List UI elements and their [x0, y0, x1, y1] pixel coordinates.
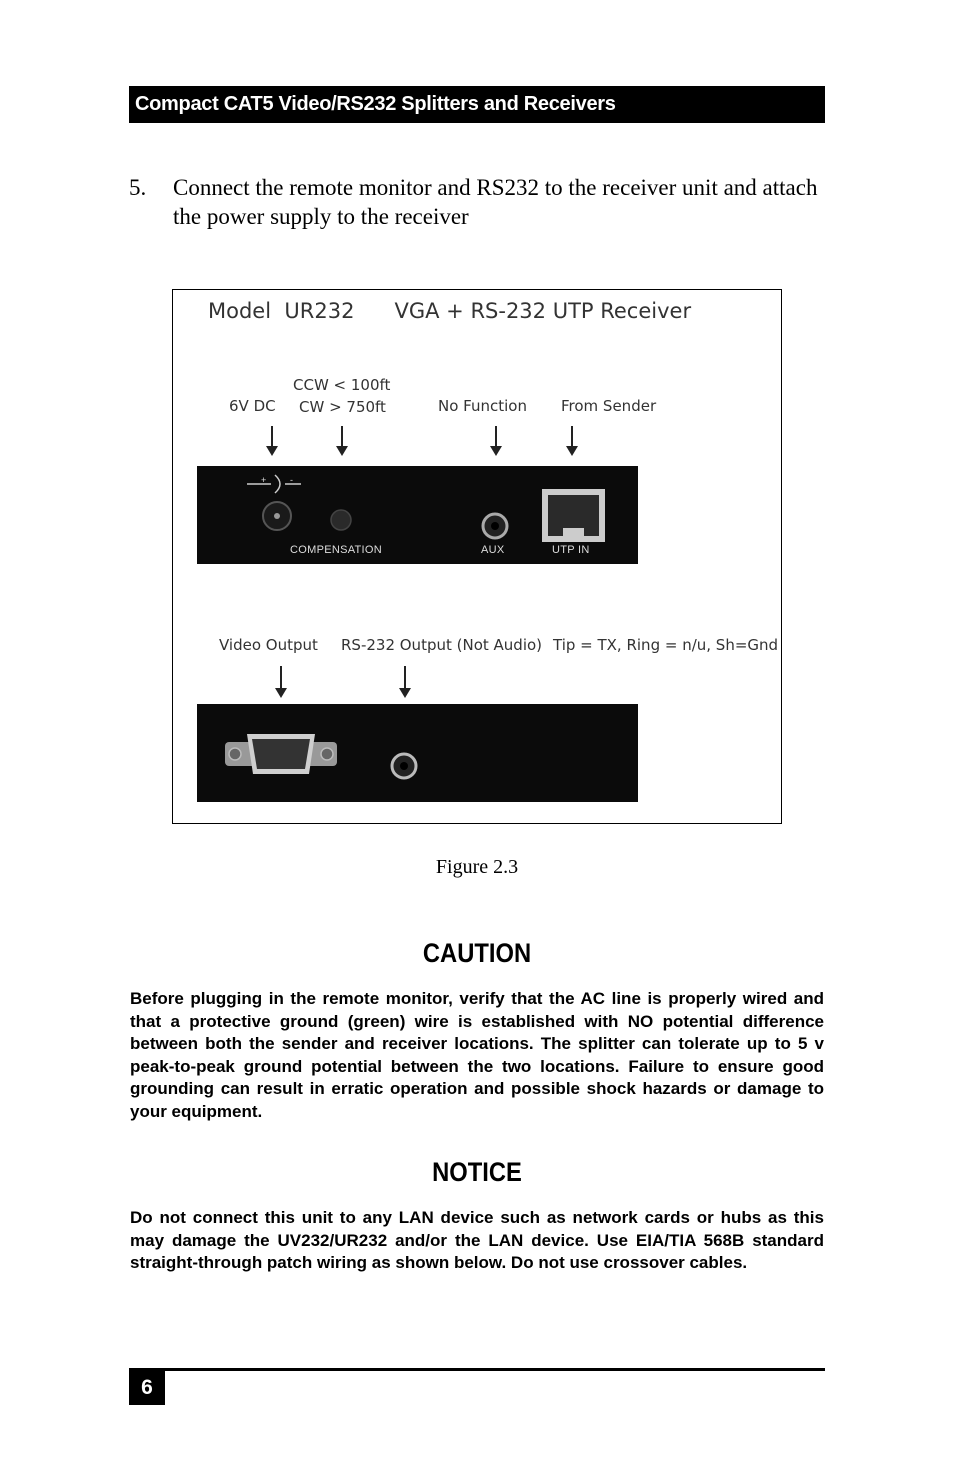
arrow-utp — [571, 426, 573, 448]
arrow-dc — [271, 426, 273, 448]
step-text: Connect the remote monitor and RS232 to the receiver unit and attach the power supply to the receiver — [173, 175, 818, 229]
arrow-rs232 — [404, 666, 406, 690]
arrow-compensation — [341, 426, 343, 448]
receiver-diagram — [172, 289, 782, 824]
receiver-front-panel — [197, 466, 638, 564]
figure-caption: Figure 2.3 — [435, 856, 519, 878]
page-number: 6 — [129, 1371, 165, 1405]
footer-rule — [129, 1368, 825, 1371]
caution-heading: CAUTION — [422, 938, 532, 968]
label-6v-dc: 6V DC — [229, 397, 276, 415]
compensation-label: COMPENSATION — [290, 544, 383, 556]
page-header: Compact CAT5 Video/RS232 Splitters and Receivers — [129, 86, 825, 123]
polarity-plus: + — [261, 475, 267, 485]
arrow-video — [280, 666, 282, 690]
label-cw: CW > 750ft — [299, 398, 386, 416]
label-no-function: No Function — [438, 397, 527, 415]
receiver-rear-panel — [197, 704, 638, 802]
label-rs232-output: RS-232 Output (Not Audio) — [341, 636, 543, 654]
arrow-aux — [495, 426, 497, 448]
caution-text: Before plugging in the remote monitor, verify that the AC line is properly wired and that a protective ground (green) wire is established with NO potential difference between both the sender and receiver locations. The splitter can tolerate up to 5 v peak-to-peak ground potential between the two locations. Failure to ensure good grounding can result in erratic operation and possible shock hazards or damage to your equipment. — [130, 989, 824, 1121]
figure-title: Model UR232 VGA + RS-232 UTP Receiver — [208, 299, 692, 323]
utp-in-label: UTP IN — [552, 544, 590, 556]
aux-label: AUX — [481, 544, 505, 556]
label-ccw: CCW < 100ft — [293, 376, 391, 394]
polarity-minus: - — [290, 475, 294, 485]
label-video-output: Video Output — [219, 636, 318, 654]
step-number: 5. — [129, 175, 147, 200]
rear-panel-connectors — [197, 704, 638, 802]
label-pinout: Tip = TX, Ring = n/u, Sh=Gnd — [553, 636, 779, 654]
notice-text: Do not connect this unit to any LAN device such as network cards or hubs as this may damage the UV232/UR232 and/or the LAN device. Use EIA/TIA 568B standard straight-through patch wiring as shown below. Do not use crossover cables. — [130, 1208, 824, 1273]
notice-heading: NOTICE — [432, 1157, 522, 1187]
label-from-sender: From Sender — [561, 397, 657, 415]
